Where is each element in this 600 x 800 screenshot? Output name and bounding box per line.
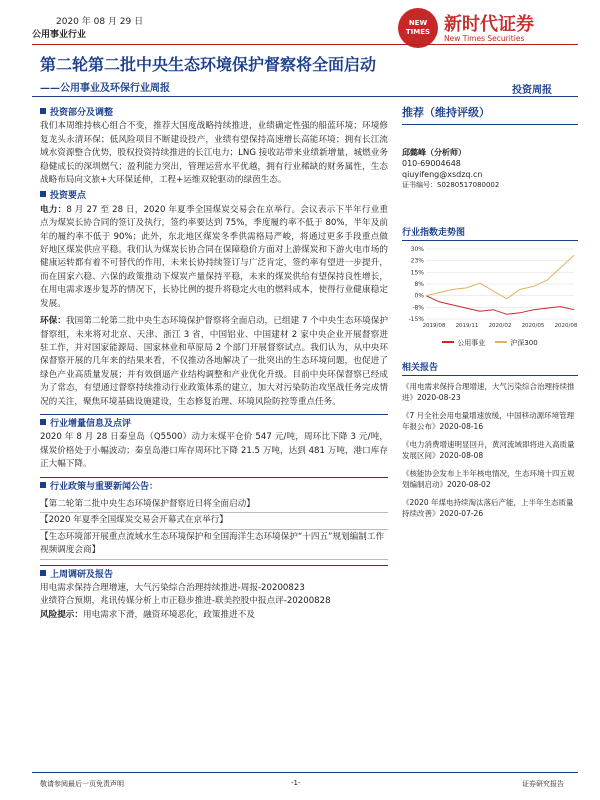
x-tick-label: 2020/05 — [521, 323, 545, 329]
y-tick-label: -15% — [408, 316, 424, 323]
related-report[interactable]: 《7 月全社会用电量增速放缓，中国移动源环境管理年报公布》2020-08-16 — [402, 411, 575, 431]
policy-item[interactable]: 【第二轮第二批中央生态环境保护督察近日将全面启动】 — [40, 497, 388, 513]
main-column — [40, 104, 388, 622]
y-tick-label: 15% — [410, 269, 424, 277]
section-head-points: 投资要点 — [40, 190, 388, 203]
header-divider — [32, 44, 578, 45]
analyst-phone: 010-69004648 — [402, 159, 461, 168]
bullet-square-icon — [40, 482, 46, 488]
footer-label: 证券研究报告 — [522, 780, 564, 788]
tracking-paragraph: 2020 年 8 月 28 日秦皇岛（Q5500）动力末煤平仓价 547 元/吨，周环比下降 3 元/吨，煤炭价格处于小幅波动；秦皇岛港口库存周环比下降 21.5 万吨，达到 481 万吨，港口库存正大幅下降。 — [40, 432, 388, 470]
logo-cn-text: 新时代证券 — [444, 14, 534, 35]
footer-divider — [32, 772, 578, 773]
index-chart — [402, 245, 578, 335]
page-subtitle: ——公用事业及环保行业周报 — [40, 83, 170, 94]
power-paragraph: 电力：8 月 27 至 28 日，2020 年夏季全国煤炭交易会在京举行。会议表示下半年行业重点为煤炭长协合同的签订及执行，签约率要达到 75%，季度履约率不低于 80%，半年及前年的履约率不低于 90%；此外，东北地区煤炭冬季供需格局严峻，将通过更多手段重点做好地区煤炭供应平稳。我们认为煤炭长协合同在保障稳价方面对上游煤炭和下游火电市场的健康运转都有着不可替代的作用，未来长协持续签订与广泛肯定，签约率有望进一步提升，而在国家六稳、六保的政策推动下煤炭产量保持平稳，未来的煤炭供给有望保持良性增长，在用电需求逐步复苏的情况下，长协比例的提升将稳定火电的燃料成本，使得行业健康稳定发展。 — [40, 204, 388, 309]
related-report[interactable]: 《用电需求保持合理增速，大气污染综合治理持续推进》2020-08-23 — [402, 382, 575, 402]
page-number: -1- — [291, 779, 301, 787]
section-head-tracking: 行业增量信息及点评 — [40, 414, 388, 431]
section-head-review: 上周调研及报告 — [40, 565, 388, 582]
related-heading: 相关报告 — [402, 360, 578, 376]
review-item[interactable]: 业绩符合预期，兆讯传媒分析上市正稳步推进-联美控股中报点评-20200828 — [40, 596, 331, 607]
policy-list — [40, 497, 388, 560]
x-tick-label: 2020/08 — [554, 323, 578, 329]
y-tick-label: 30% — [410, 246, 424, 253]
related-report[interactable]: 《电力消费增速明显回升，黄河流域即将进入高质量发展区间》2020-08-08 — [402, 440, 575, 460]
invest-paragraph: 我们本周维持核心组合不变，推荐大国度战略持续推进，业绩确定性强的船蓝环境；环境修复龙头永清环保；低风险项目不断建设投产，业绩有望保持高速增长高能环境；拥有长江流域水资源整合优势，股权投资持续推进的长江电力；LNG 接收站带来业绩新增量，城燃业务稳健成长的深圳燃气；盈利能力突出，管理运营水平优越，拥有行业稀缺的财务属性，生态战略布局向文旅+大环保延伸，工程+运维双轮驱动的绿茵生态。 — [40, 121, 388, 186]
bullet-square-icon — [40, 191, 46, 197]
sidebar — [402, 104, 578, 519]
rating: 推荐（维持评级） — [402, 104, 578, 125]
footer-disclaimer: 敬请参阅最后一页免责声明 — [40, 780, 124, 788]
y-tick-label: 8% — [414, 281, 424, 288]
page-title: 第二轮第二批中央生态环境保护督察将全面启动 — [40, 55, 377, 74]
chart-legend — [402, 338, 578, 348]
policy-item[interactable]: 【2020 年夏季全国煤炭交易会开幕式在京举行】 — [40, 513, 388, 529]
report-type: 投资周报 — [512, 85, 552, 96]
bullet-square-icon — [40, 419, 46, 425]
risk-line: 风险提示：用电需求下滑，融资环境恶化，政策推进不及 — [40, 609, 255, 620]
analyst-email[interactable]: qiuyifeng@xsdzq.cn — [402, 170, 483, 179]
review-item[interactable]: 用电需求保持合理增速，大气污染综合治理持续推进-周报-20200823 — [40, 583, 305, 593]
x-tick-label: 2019/08 — [422, 323, 446, 329]
legend-item-utilities: 公用事业 — [442, 338, 485, 348]
logo-mark-icon: NEW TIMES — [398, 8, 438, 48]
analyst-cert: 证书编号：S0280517080002 — [402, 181, 500, 189]
section-head-invest: 投资部分及调整 — [40, 107, 388, 120]
section-head-policy: 行业政策与重要新闻公告： — [40, 477, 388, 494]
title-divider — [32, 96, 578, 97]
y-tick-label: 23% — [410, 257, 424, 265]
logo-en-text: New Times Securities — [444, 34, 525, 43]
analyst-name: 邱懿峰（分析师） — [402, 148, 466, 157]
y-tick-label: -8% — [412, 304, 424, 312]
legend-item-hs300: 沪深300 — [495, 338, 537, 348]
chart-heading: 行业指数走势图 — [402, 225, 578, 241]
related-report[interactable]: 《核能协会发布上半年核电情况，生态环境十四五规划编制启动》2020-08-02 — [402, 469, 575, 489]
y-tick-label: 0% — [414, 292, 424, 300]
series-line-1 — [426, 255, 574, 299]
sector-label: 公用事业行业 — [32, 30, 87, 40]
report-date: 2020 年 08 月 29 日 — [56, 17, 144, 27]
related-report[interactable]: 《2020 年煤电持续淘汰落后产能，上半年生态质量持续改善》2020-07-26 — [402, 498, 574, 518]
bullet-square-icon — [40, 570, 46, 576]
x-tick-label: 2020/02 — [488, 323, 512, 329]
bullet-square-icon — [40, 108, 46, 114]
series-line-0 — [426, 296, 574, 315]
env-paragraph: 环保：我国第二轮第二批中央生态环境保护督察将全面启动，已组建 7 个中央生态环境保护督察组，未来将对北京、天津、浙江 3 省，中国铝业、中国建材 2 家中央企业开展督察进驻工作，并对国家能源局、国家林业和草原局 2 个部门开展督察试点。我们认为，从中央环保督察开展的几年来的结果来看，不仅推动各地解决了一批突出的生态环境问题，也促进了绿色产业高质量发展；并有效倒逼产业结构调整和产业优化升级。目前中央环保督察已经成为了常态，有望通过督察持续推动行业政策体系的建立，加大对污染防治攻坚战任务完成情况的关注，聚焦环境基础设施建设，生态修复治理、环境风险防控等重点任务。 — [40, 316, 388, 407]
policy-item[interactable]: 【生态环境部开展重点流域水生态环境保护和全国海洋生态环境保护“十四五”规划编制工作视频调度会商】 — [40, 530, 388, 560]
x-tick-label: 2019/11 — [455, 323, 479, 329]
